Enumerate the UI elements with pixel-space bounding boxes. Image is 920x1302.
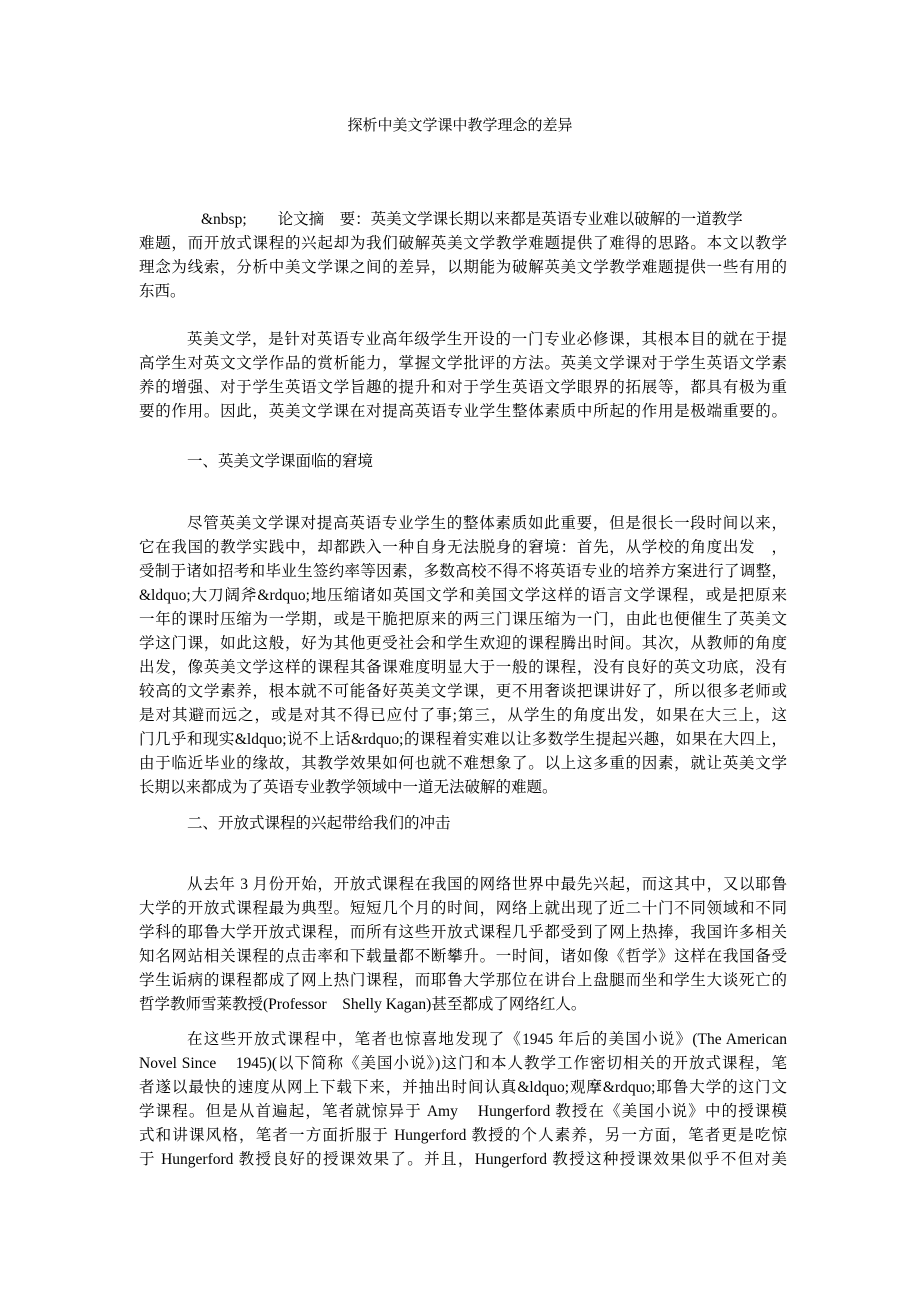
abstract-paragraph [139,208,787,304]
text-line: 英美文学，是针对英语专业高年级学生开设的一门专业必修课，其根本目的就在于提 [187,331,787,348]
text-line: 在这些开放式课程中，笔者也惊喜地发现了《1945 年后的美国小说》(The American [187,1031,787,1048]
text-line: &nbsp; 论文摘 要：英美文学课长期以来都是英语专业难以破解的一道教学 [139,211,743,228]
text-line: 门几乎和现实&ldquo;说不上话&rdquo;的课程着实难以让多数学生提起兴趣，如果在大四上， [139,731,787,748]
text-line: Novel Since 1945)(以下简称《美国小说》)这门和本人教学工作密切相关的开放式课程，笔 [139,1055,787,1072]
text-line: 养的增强、对于学生英语文学旨趣的提升和对于学生英语文学眼界的拓展等，都具有极为重 [139,379,787,396]
intro-paragraph [139,328,787,424]
text-line: 学课程。但是从首遍起，笔者就惊异于 Amy Hungerford 教授在《美国小说》中的授课模 [139,1103,787,1120]
text-line: 长期以来都成为了英语专业教学领域中一道无法破解的难题。 [139,779,558,796]
text-line: 一年的课时压缩为一学期，或是干脆把原来的两三门课压缩为一门，由此也便催生了英美文 [139,611,787,628]
text-line: 知名网站相关课程的点击率和下载量都不断攀升。一时间，诸如像《哲学》这样在我国备受 [139,948,787,965]
text-line: 大学的开放式课程最为典型。短短几个月的时间，网络上就出现了近二十门不同领域和不同 [139,900,787,917]
text-line: 理念为线索，分析中美文学课之间的差异，以期能为破解英美文学教学难题提供一些有用的 [139,259,787,276]
section-heading-1: 一、英美文学课面临的窘境 [187,453,374,470]
text-line: 要的作用。因此，英美文学课在对提高英语专业学生整体素质中所起的作用是极端重要的。 [139,403,787,420]
text-line: 式和讲课风格，笔者一方面折服于 Hungerford 教授的个人素养，另一方面，笔者更是吃惊 [139,1127,787,1144]
section2-paragraph-1 [139,873,787,1017]
text-line: 难题，而开放式课程的兴起却为我们破解英美文学教学难题提供了难得的思路。本文以教学 [139,235,787,252]
section1-paragraph [139,512,787,800]
text-line: 从去年 3 月份开始，开放式课程在我国的网络世界中最先兴起，而这其中，又以耶鲁 [187,876,787,893]
text-line: &ldquo;大刀阔斧&rdquo;地压缩诸如英国文学和美国文学这样的语言文学课程，或是把原来 [139,587,787,604]
text-line: 尽管英美文学课对提高英语专业学生的整体素质如此重要，但是很长一段时间以来， [187,515,787,532]
text-line: 学科的耶鲁大学开放式课程，而所有这些开放式课程几乎都受到了网上热捧，我国许多相关 [139,924,787,941]
text-line: 学生诟病的课程都成了网上热门课程，而耶鲁大学那位在讲台上盘腿而坐和学生大谈死亡的 [139,972,787,989]
text-line: 者遂以最快的速度从网上下载下来，并抽出时间认真&ldquo;观摩&rdquo;耶鲁大学的这门文 [139,1079,787,1096]
text-line: 是对其避而远之，或是对其不得已应付了事;第三，从学生的角度出发，如果在大三上，这 [139,707,787,724]
text-line: 于 Hungerford 教授良好的授课效果了。并且，Hungerford 教授这种授课效果似乎不但对美 [139,1151,787,1168]
text-line: 学这门课，如此这般，好为其他更受社会和学生欢迎的课程腾出时间。其次，从教师的角度 [139,635,787,652]
text-line: 东西。 [139,283,186,300]
text-line: 出发，像英美文学这样的课程其备课难度明显大于一般的课程，没有良好的英文功底，没有 [139,659,787,676]
section-heading-2: 二、开放式课程的兴起带给我们的冲击 [187,815,451,832]
section2-paragraph-2 [139,1028,787,1172]
text-line: 它在我国的教学实践中，却都跌入一种自身无法脱身的窘境：首先，从学校的角度出发 ， [139,539,787,556]
text-line: 较高的文学素养，根本就不可能备好英美文学课，更不用奢谈把课讲好了，所以很多老师或 [139,683,787,700]
text-line: 哲学教师雪莱教授(Professor Shelly Kagan)甚至都成了网络红人。 [139,996,587,1013]
text-line: 受制于诸如招考和毕业生签约率等因素，多数高校不得不将英语专业的培养方案进行了调整， [139,563,787,580]
text-line: 由于临近毕业的缘故，其教学效果如何也就不难想象了。以上这多重的因素，就让英美文学 [139,755,787,772]
document-title: 探析中美文学课中教学理念的差异 [347,118,573,134]
text-line: 高学生对英文文学作品的赏析能力，掌握文学批评的方法。英美文学课对于学生英语文学素 [139,355,787,372]
